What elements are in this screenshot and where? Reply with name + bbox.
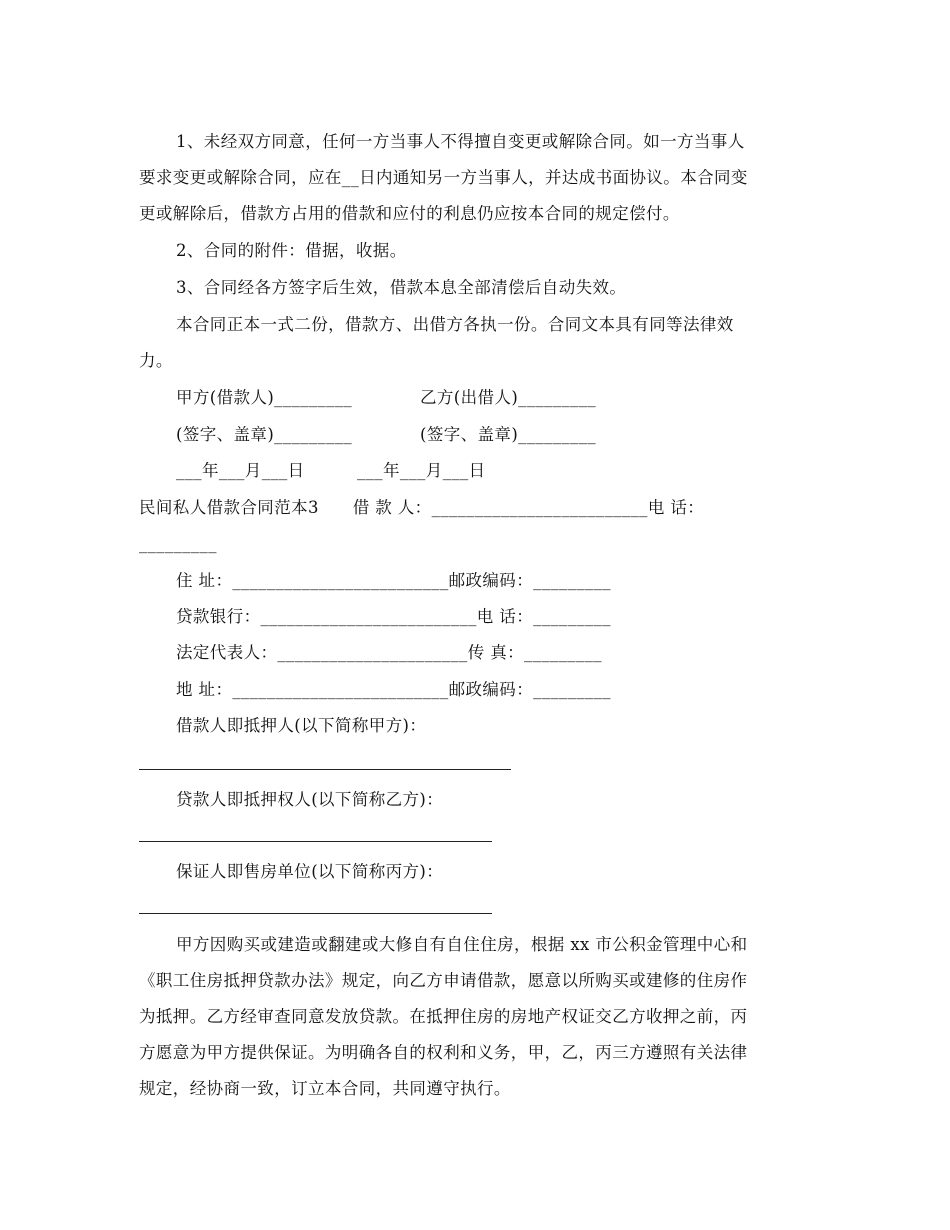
template-3-header: 民间私人借款合同范本3 借 款 人：_________________________电 话： xyxy=(139,498,705,517)
copies-line-1: 本合同正本一式二份，借款方、出借方各执一份。合同文本具有同等法律效 xyxy=(176,315,734,334)
legal-rep-row: 法定代表人：______________________传 真：_________ xyxy=(176,643,602,662)
signature-party-a: 甲方(借款人)_________ xyxy=(176,388,353,407)
clause-1-line-3: 更或解除后，借款方占用的借款和应付的利息仍应按本合同的规定偿付。 xyxy=(139,204,680,223)
seal-party-b: (签字、盖章)_________ xyxy=(420,425,597,444)
clause-1-line-1: 1、未经双方同意，任何一方当事人不得擅自变更或解除合同。如一方当事人 xyxy=(176,132,745,151)
seal-party-a: (签字、盖章)_________ xyxy=(176,425,353,444)
bank-row: 贷款银行：_________________________电 话：_________ xyxy=(176,607,611,626)
intro-line-2: 《职工住房抵押贷款办法》规定，向乙方申请借款，愿意以所购买或建修的住房作 xyxy=(139,971,748,990)
mortgagee-blank-line xyxy=(139,841,492,842)
guarantor-label: 保证人即售房单位(以下简称丙方)： xyxy=(176,862,444,881)
clause-1-line-2: 要求变更或解除合同，应在__日内通知另一方当事人，并达成书面协议。本合同变 xyxy=(139,168,748,187)
clause-2: 2、合同的附件：借据，收据。 xyxy=(176,241,407,260)
address-row: 住 址：_________________________邮政编码：_________ xyxy=(176,571,611,590)
copies-line-2: 力。 xyxy=(139,351,173,370)
template-3-phone-blank: _________ xyxy=(139,534,217,553)
date-party-b: ___年___月___日 xyxy=(357,461,486,480)
clause-3: 3、合同经各方签字后生效，借款本息全部清偿后自动失效。 xyxy=(176,278,627,297)
intro-line-1: 甲方因购买或建造或翻建或大修自有自住住房，根据 xx 市公积金管理中心和 xyxy=(176,935,748,954)
intro-line-3: 为抵押。乙方经审查同意发放贷款。在抵押住房的房地产权证交乙方收押之前，丙 xyxy=(139,1007,748,1026)
mortgagee-label: 贷款人即抵押权人(以下简称乙方)： xyxy=(176,790,444,809)
signature-party-b: 乙方(出借人)_________ xyxy=(420,388,597,407)
guarantor-blank-line xyxy=(139,913,492,914)
mortgagor-blank-line xyxy=(139,769,511,770)
intro-line-4: 方愿意为甲方提供保证。为明确各自的权利和义务，甲，乙，丙三方遵照有关法律 xyxy=(139,1043,748,1062)
date-party-a: ___年___月___日 xyxy=(176,461,305,480)
intro-line-5: 规定，经协商一致，订立本合同，共同遵守执行。 xyxy=(139,1079,511,1098)
address-row-2: 地 址：_________________________邮政编码：_________ xyxy=(176,680,611,699)
mortgagor-label: 借款人即抵押人(以下简称甲方)： xyxy=(176,716,427,735)
